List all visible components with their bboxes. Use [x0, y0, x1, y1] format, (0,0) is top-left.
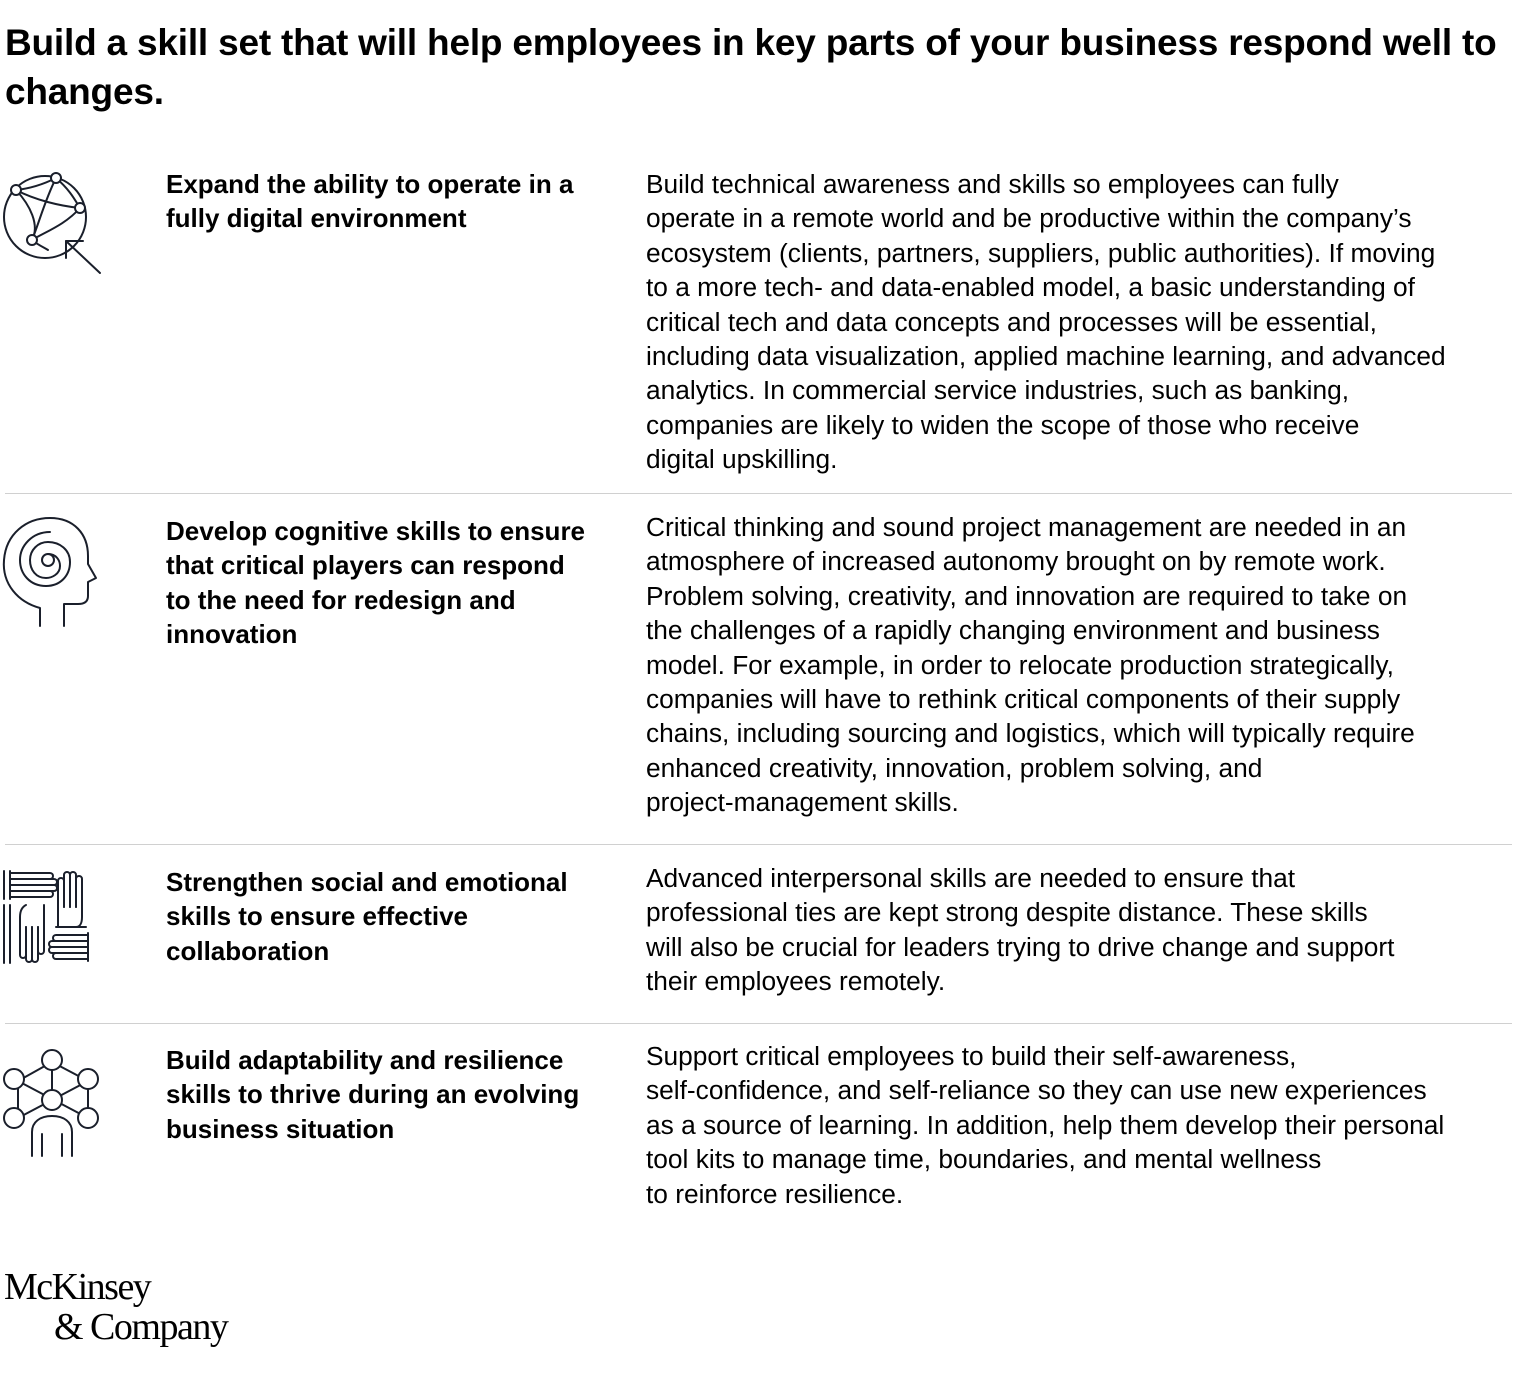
person-network-icon	[0, 1048, 110, 1158]
brand-line: McKinsey	[4, 1266, 151, 1308]
row-body: Support critical employees to build their self-awareness, self-confidence, and self-reliance so they can use new experiences as a source of learning. In addition, help them develop their personal tool kits to manage time, boundaries, and mental wellness to reinforce resilience.	[646, 1041, 1445, 1209]
row-divider	[5, 1023, 1512, 1024]
head-spiral-icon	[0, 516, 110, 626]
row-heading: Build adaptability and resilience skills to thrive during an evolving business situation	[166, 1045, 580, 1144]
row-body: Critical thinking and sound project management are needed in an atmosphere of increased autonomy brought on by remote work. Problem solving, creativity, and innovation are required to take on the challenges of a rapidly changing environment and business model. For example, in order to relocate production strategically, companies will have to rethink critical components of their supply chains, including sourcing and logistics, which will typically require enhanced creativity, innovation, problem solving, and project-management skills.	[646, 512, 1415, 818]
row-divider	[5, 493, 1512, 494]
row-heading: Expand the ability to operate in a fully digital environment	[166, 169, 574, 234]
interlocking-hands-icon	[0, 867, 110, 977]
row-divider	[5, 844, 1512, 845]
row-heading: Strengthen social and emotional skills to ensure effective collaboration	[166, 867, 568, 966]
brand-line: & Company	[54, 1306, 228, 1348]
row-body: Build technical awareness and skills so employees can fully operate in a remote world and be productive within the company’s ecosystem (clients, partners, suppliers, public authorities). If moving to a more tech- and data-enabled model, a basic understanding of critical tech and data concepts and processes will be essential, including data visualization, applied machine learning, and advanced analytics. In commercial service industries, such as banking, companies are likely to widen the scope of those who receive digital upskilling.	[646, 169, 1446, 475]
mckinsey-logo	[4, 1267, 227, 1347]
row-body: Advanced interpersonal skills are needed to ensure that professional ties are kept strong despite distance. These skills will also be crucial for leaders trying to drive change and support their employees remotely.	[646, 863, 1395, 997]
globe-network-cursor-icon	[0, 170, 110, 280]
page-title: Build a skill set that will help employees in key parts of your business respond well to changes.	[5, 22, 1497, 112]
row-heading: Develop cognitive skills to ensure that critical players can respond to the need for redesign and innovation	[166, 516, 586, 650]
